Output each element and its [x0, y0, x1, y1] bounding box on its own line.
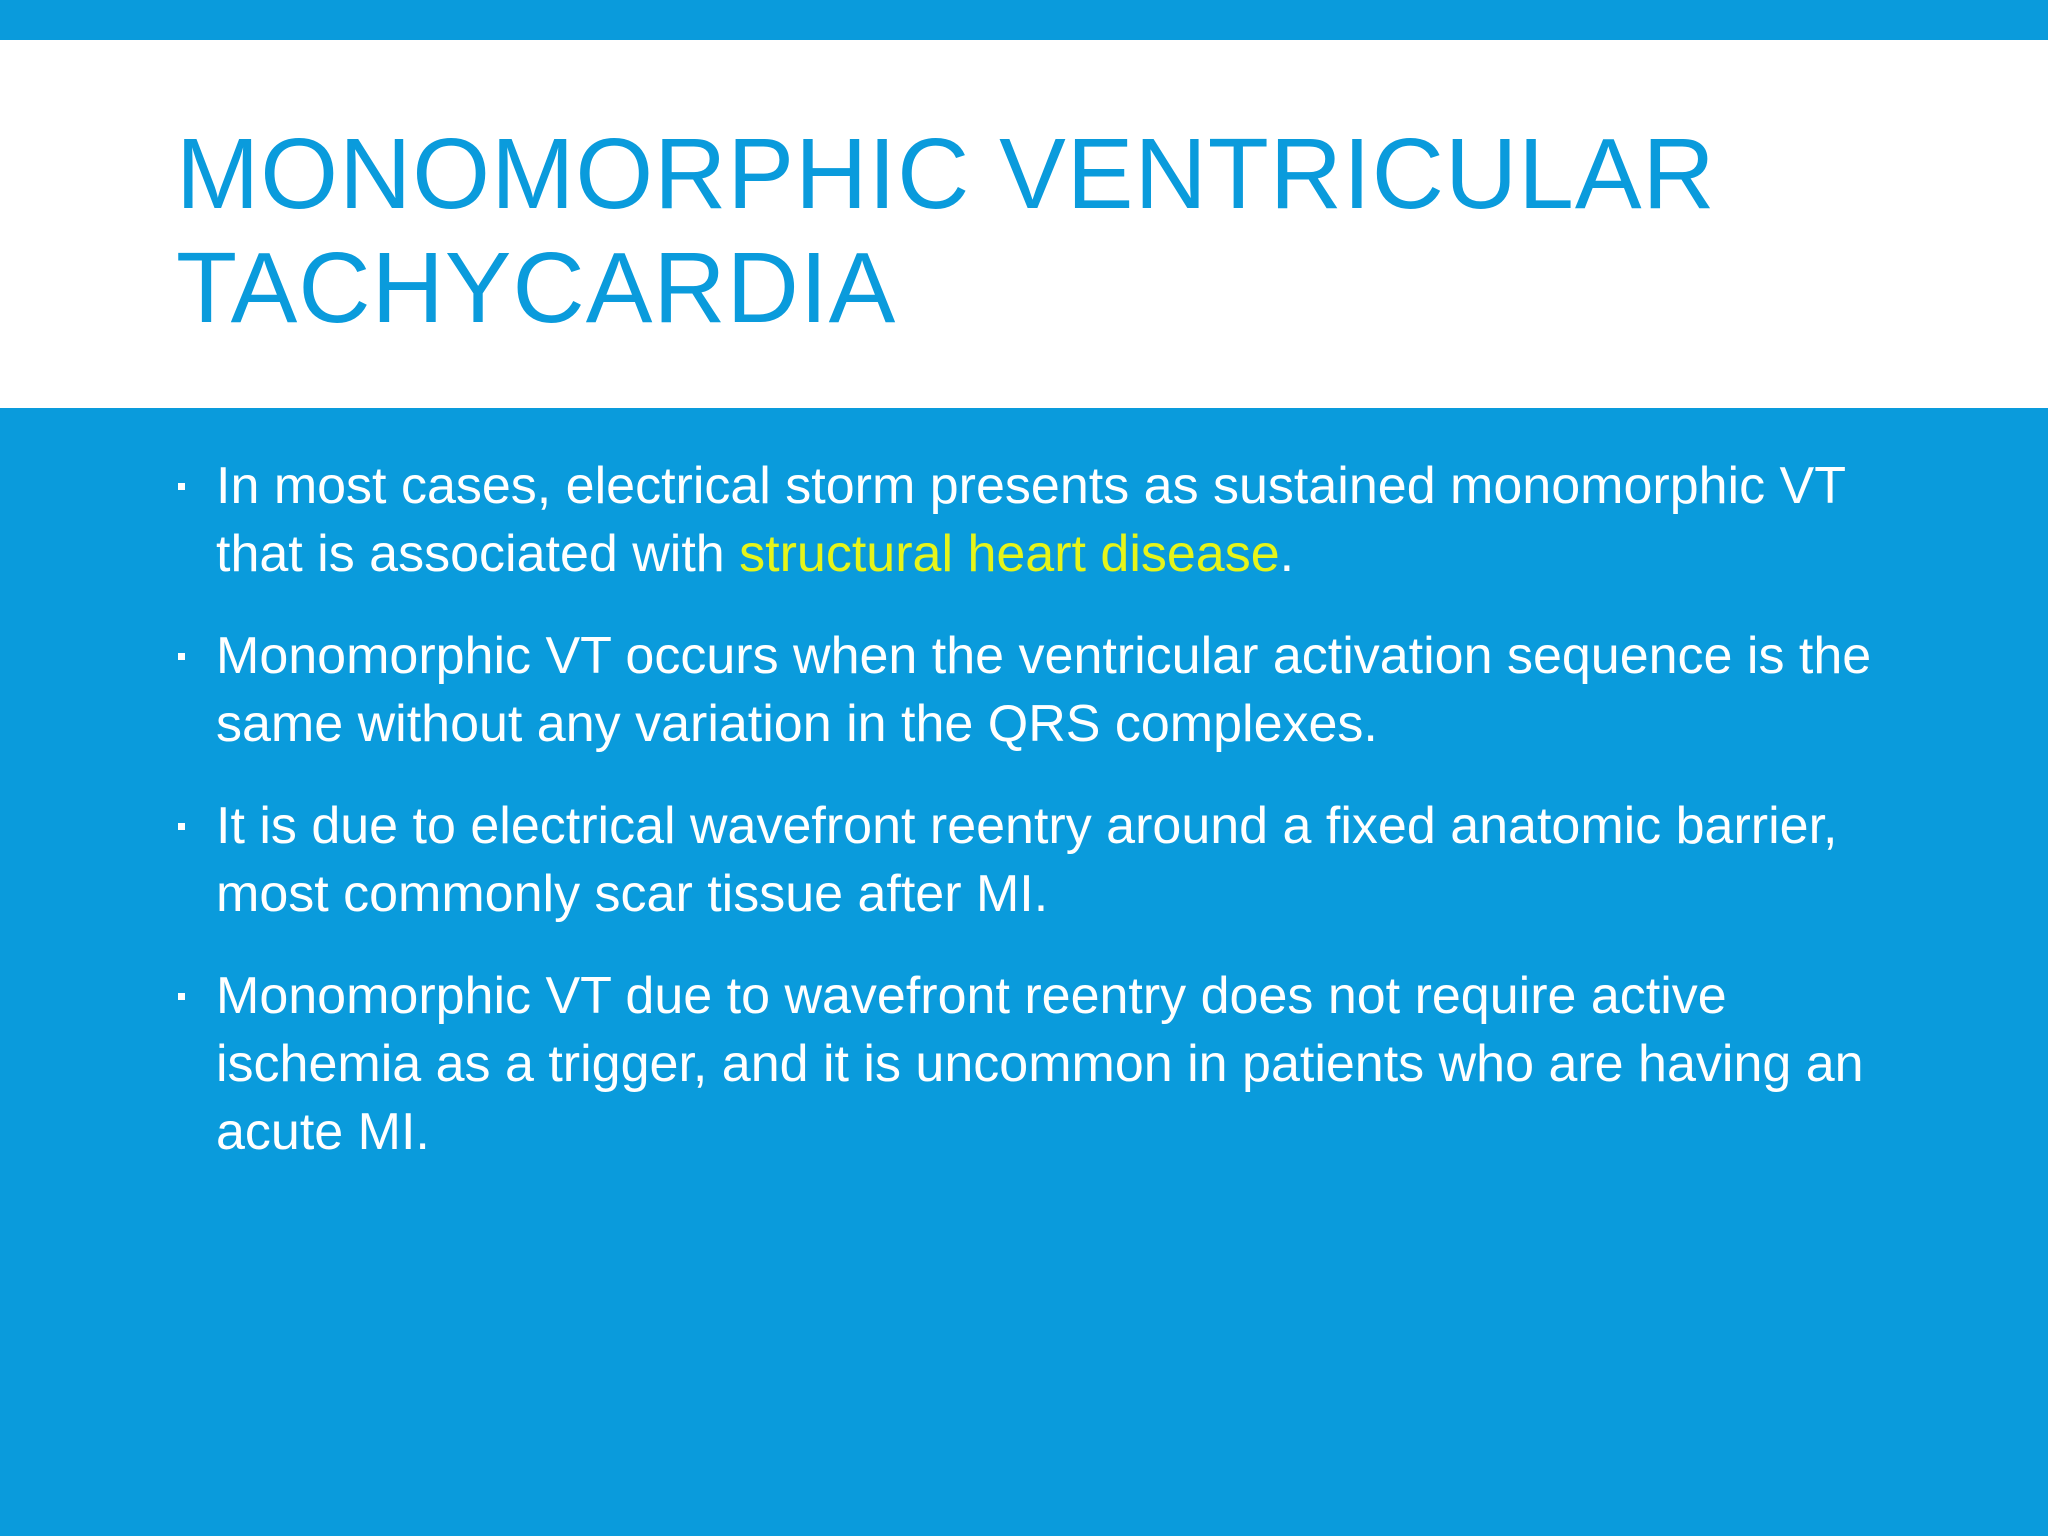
slide-title: MONOMORPHIC VENTRICULAR TACHYCARDIA: [176, 118, 1716, 344]
bullet-1-highlight: structural heart disease: [739, 525, 1280, 583]
bullet-square-icon: [178, 653, 185, 660]
bullet-item-3: [176, 792, 1896, 928]
bullet-1-end: .: [1279, 525, 1295, 583]
bullet-square-icon: [178, 483, 185, 490]
bullet-1-text: In most cases, electrical storm presents as sustained monomorphic VT that is associated with: [216, 457, 1846, 583]
bullet-2-text: Monomorphic VT occurs when the ventricular activation sequence is the same without any variation in the QRS complexes.: [216, 627, 1872, 753]
bullet-3-text: It is due to electrical wavefront reentry around a fixed anatomic barrier, most commonly scar tissue after MI.: [216, 797, 1838, 923]
bullet-square-icon: [178, 823, 185, 830]
top-accent-bar: [0, 0, 2048, 40]
bullet-item-1: [176, 452, 1896, 588]
bullet-list: [176, 452, 1896, 1200]
bullet-square-icon: [178, 993, 185, 1000]
bullet-item-4: [176, 962, 1896, 1166]
bullet-4-text: Monomorphic VT due to wavefront reentry does not require active ischemia as a trigger, and it is uncommon in patients who are having an acute MI.: [216, 967, 1864, 1161]
bullet-item-2: [176, 622, 1896, 758]
